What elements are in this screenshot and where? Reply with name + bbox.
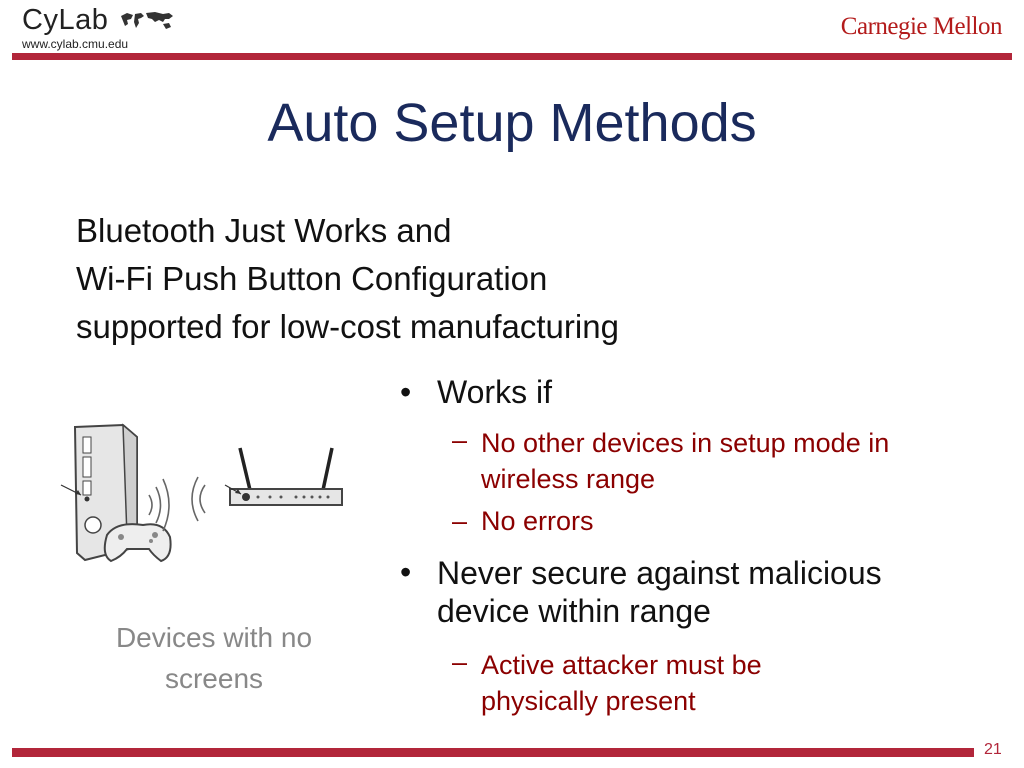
illustration-caption: Devices with no screens: [115, 622, 313, 694]
game-controller-icon: [105, 524, 171, 561]
slide-title: Auto Setup Methods: [267, 93, 757, 153]
sub-bullet-2-1: Active attacker must be physically present: [481, 650, 762, 716]
wireless-signal-icon: [149, 477, 205, 531]
page-number: 21: [984, 741, 1002, 758]
sub-bullet-dash: –: [452, 506, 468, 536]
header-rule: [12, 53, 1012, 60]
sub-bullet-1-1: No other devices in setup mode in wireless range: [481, 428, 890, 494]
cylab-logo-text: CyLab: [22, 4, 109, 36]
sub-bullet-dash: –: [452, 425, 468, 455]
sub-bullet-1-2: No errors: [481, 506, 594, 536]
cylab-logo: [22, 4, 175, 37]
bullet-dot: •: [400, 374, 412, 410]
cylab-url: www.cylab.cmu.edu: [22, 37, 129, 51]
bullet-dot: •: [400, 554, 412, 590]
bullet-2: Never secure against malicious device within range: [437, 555, 882, 629]
bullet-1: Works if: [437, 374, 552, 410]
wifi-router-icon: [225, 448, 342, 505]
devices-illustration: [55, 415, 355, 575]
sub-bullet-dash: –: [452, 647, 468, 677]
footer-rule: [12, 748, 974, 757]
subtitle-line-2: Wi-Fi Push Button Configuration: [76, 260, 548, 297]
subtitle-line-1: Bluetooth Just Works and: [76, 212, 452, 249]
cmu-wordmark: Carnegie Mellon: [840, 13, 1002, 40]
subtitle-line-3: supported for low-cost manufacturing: [76, 308, 619, 345]
world-map-icon: [119, 10, 175, 32]
